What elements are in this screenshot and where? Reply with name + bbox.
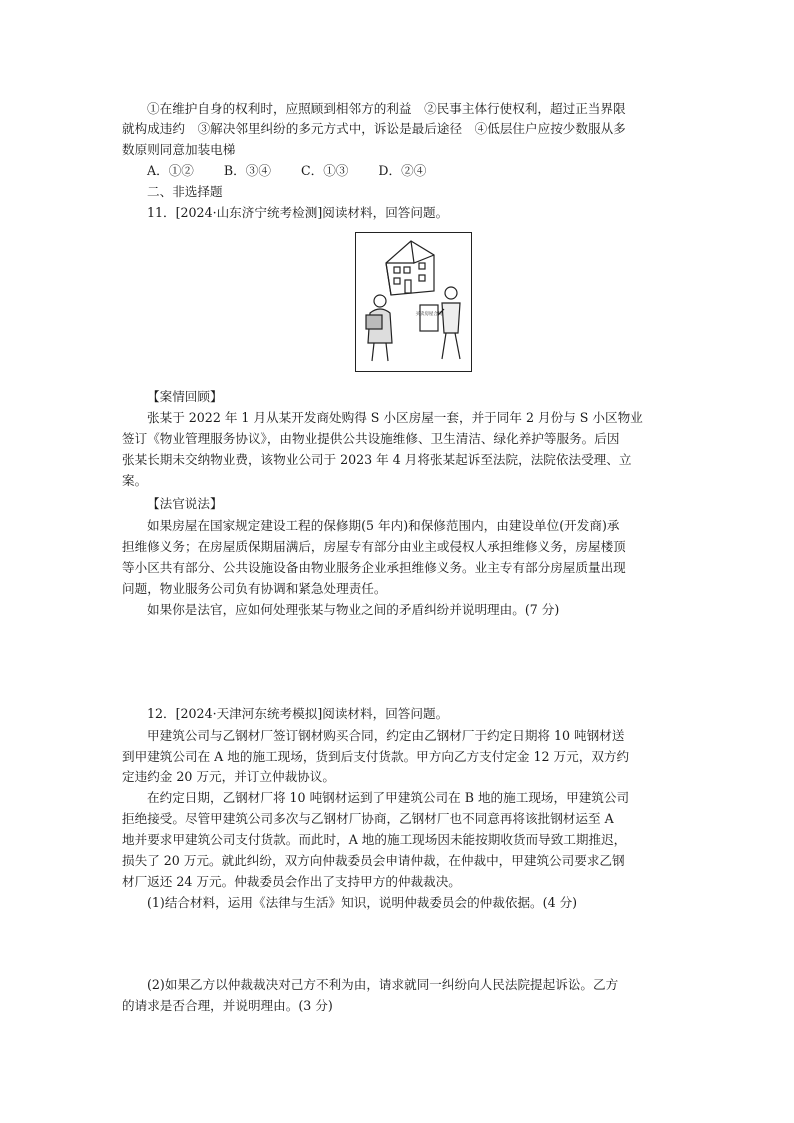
choice-a: A．①②: [147, 163, 194, 178]
q11-question: 如果你是法官，应如何处理张某与物业之间的矛盾纠纷并说明理由。(7 分): [147, 602, 560, 617]
choice-d: D．②④: [378, 163, 427, 178]
law-line-1: 如果房屋在国家规定建设工程的保修期(5 年内)和保修范围内，由建设单位(开发商)承: [147, 518, 620, 533]
q10-option-line3: 数原则同意加装电梯: [122, 142, 236, 157]
q12-p2-line-5: 材厂返还 24 万元。仲裁委员会作出了支持甲方的仲裁裁决。: [122, 874, 461, 889]
q12-p2-line-4: 损失了 20 万元。就此纠纷，双方向仲裁委员会申请仲裁，在仲裁中，甲建筑公司要求乙钢: [122, 853, 625, 868]
q12-p1-line-2: 到甲建筑公司在 A 地的施工现场，货到后支付货款。甲方向乙方支付定金 12 万元，双方约: [122, 749, 630, 764]
case-line-1: 张某于 2022 年 1 月从某开发商处购得 S 小区房屋一套，并于同年 2 月份与 S 小区物业: [147, 410, 643, 425]
case-heading: 【案情回顾】: [147, 389, 223, 404]
q11-stem: 11．[2024·山东济宁统考检测]阅读材料，回答问题。: [147, 205, 449, 220]
contract-sign-text: 买卖房屋合同: [415, 312, 443, 317]
choice-c: C．①③: [300, 163, 349, 178]
q12-p1-line-1: 甲建筑公司与乙钢材厂签订钢材购买合同，约定由乙钢材厂于约定日期将 10 吨钢材送: [147, 728, 625, 743]
q12-p1-line-3: 定违约金 20 万元，并订立仲裁协议。: [122, 769, 335, 784]
q12-sub-question-2-line-2: 的请求是否合理，并说明理由。(3 分): [122, 998, 333, 1013]
section-heading: 二、非选择题: [147, 184, 223, 199]
q10-choices: [147, 162, 452, 179]
case-line-2: 签订《物业管理服务协议》，由物业提供公共设施维修、卫生清洁、绿化养护等服务。后因: [122, 431, 620, 446]
house-transaction-illustration: [355, 232, 472, 372]
q12-p2-line-2: 拒绝接受。尽管甲建筑公司多次与乙钢材厂协商，乙钢材厂也不同意再将该批钢材运至 A: [122, 811, 614, 826]
q12-p2-line-1: 在约定日期，乙钢材厂将 10 吨钢材运到了甲建筑公司在 B 地的施工现场，甲建筑公司: [147, 790, 630, 805]
q10-option-line2: 就构成违约 ③解决邻里纠纷的多元方式中，诉讼是最后途径 ④低层住户应按少数服从多: [122, 121, 626, 136]
case-line-4: 案。: [122, 473, 148, 488]
q10-option-line1: ①在维护自身的权利时，应照顾到相邻方的利益 ②民事主体行使权利，超过正当界限: [147, 101, 626, 116]
q12-sub-question-2-line-1: (2)如果乙方以仲裁裁决对己方不利为由，请求就同一纠纷向人民法院提起诉讼。乙方: [147, 977, 619, 992]
law-heading: 【法官说法】: [147, 496, 223, 511]
law-line-2: 担维修义务；在房屋质保期届满后，房屋专有部分由业主或侵权人承担维修义务，房屋楼顶: [122, 539, 626, 554]
choice-b: B．③④: [223, 163, 271, 178]
law-line-3: 等小区共有部分、公共设施设备由物业服务企业承担维修义务。业主专有部分房屋质量出现: [122, 560, 626, 575]
q12-p2-line-3: 地并要求甲建筑公司支付货款。而此时，A 地的施工现场因未能按期收货而导致工期推迟，: [122, 832, 627, 847]
q12-stem: 12．[2024·天津河东统考模拟]阅读材料，回答问题。: [147, 706, 449, 721]
q12-sub-question-1: (1)结合材料，运用《法律与生活》知识，说明仲裁委员会的仲裁依据。(4 分): [147, 895, 578, 910]
law-line-4: 问题，物业服务公司负有协调和紧急处理责任。: [122, 581, 387, 596]
case-line-3: 张某长期未交纳物业费，该物业公司于 2023 年 4 月将张某起诉至法院，法院依法受理、立: [122, 452, 632, 467]
